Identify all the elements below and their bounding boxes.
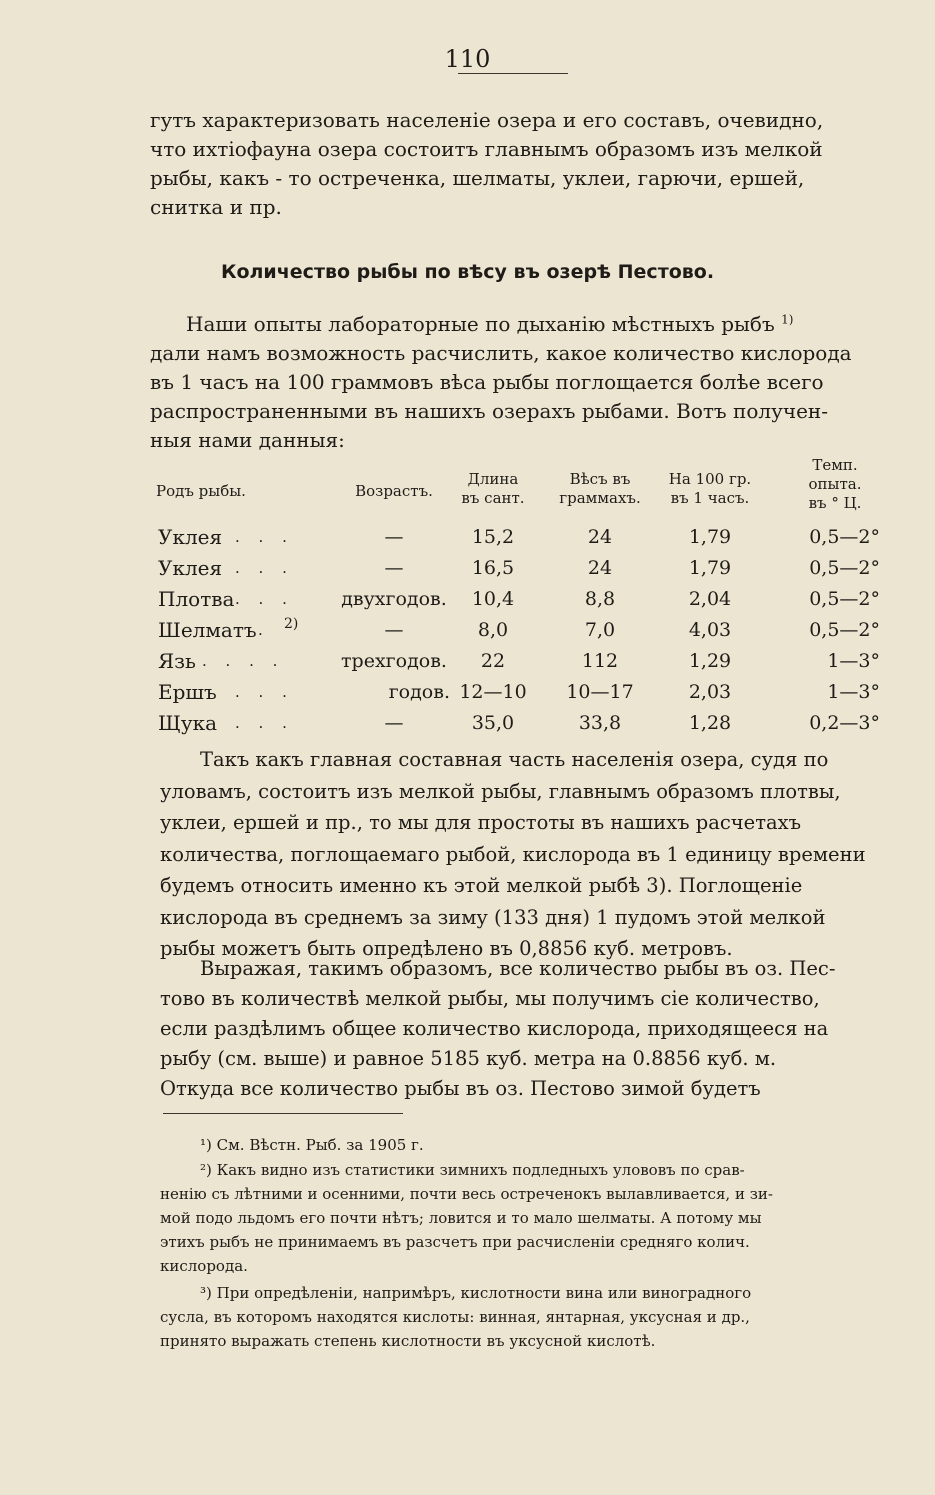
- table-row: Щука . . . — 35,0 33,8 1,28 0,2—3°: [158, 711, 880, 735]
- table-row: Шелматъ . 2) — 8,0 7,0 4,03 0,5—2°: [158, 616, 880, 642]
- analysis-paragraph: [160, 744, 880, 965]
- text-line: уловамъ, состоитъ изъ мелкой рыбы, главнымъ образомъ плотвы,: [160, 779, 841, 803]
- footnote-2: ²) Какъ видно изъ статистики зимнихъ подледныхъ улововъ по срав- ненію съ лѣтними и осенними, почти весь остреченокъ вылавливается, и зи- мой подо льдомъ его почти нѣтъ; ловится и то мало шелматы. А потому мы этихъ рыбъ не принимаемъ въ разсчетъ при расчисленіи средняго колич. кислорода.: [160, 1161, 773, 1275]
- table-row: Плотва . . . двухгодов. 10,4 8,8 2,04 0,5—2°: [158, 587, 880, 611]
- section-heading: Количество рыбы по вѣсу въ озерѣ Пестово.: [220, 261, 715, 283]
- text-line: количества, поглощаемаго рыбой, кислорода въ 1 единицу времени: [160, 842, 866, 866]
- footnote-1: ¹) См. Вѣстн. Рыб. за 1905 г.: [200, 1136, 424, 1154]
- methods-paragraph: [150, 310, 870, 455]
- text-line: снитка и пр.: [150, 195, 282, 219]
- text-line: рыбу (см. выше) и равное 5185 куб. метра на 0.8856 куб. м.: [160, 1047, 777, 1070]
- footnote-ref: 1): [781, 312, 794, 327]
- text-line: Выражая, такимъ образомъ, все количество рыбы въ оз. Пес-: [200, 957, 836, 980]
- page-number-rule: [458, 73, 568, 74]
- text-line: если раздѣлимъ общее количество кислорода, приходящееся на: [160, 1017, 829, 1040]
- conclusion-paragraph: [160, 954, 880, 1104]
- text-line: дали намъ возможность расчислить, какое количество кислорода: [150, 341, 852, 365]
- header-temperature: Темп. опыта. въ ° Ц.: [808, 456, 862, 512]
- text-line: рыбы, какъ - то остреченка, шелматы, уклеи, гарючи, ершей,: [150, 166, 805, 190]
- text-line: рыбы можетъ быть опредѣлено въ 0,8856 куб. метровъ.: [160, 937, 733, 960]
- text-line: гутъ характеризовать населеніе озера и его составъ, очевидно,: [150, 108, 824, 132]
- text-line: кислорода въ среднемъ за зиму (133 дня) 1 пудомъ этой мелкой: [160, 905, 826, 929]
- footnote-3: ³) При опредѣленіи, напримѣръ, кислотности вина или виноградного сусла, въ которомъ находятся кислоты: винная, янтарная, уксусная и др., принято выражать степень кислотности въ уксусной кислотѣ.: [160, 1284, 752, 1350]
- text-line: уклеи, ершей и пр., то мы для простоты въ нашихъ расчетахъ: [160, 811, 802, 834]
- header-age: Возрастъ.: [355, 482, 433, 500]
- text-line: ныя нами данныя:: [150, 428, 345, 452]
- text-line: тово въ количествѣ мелкой рыбы, мы получимъ сіе количество,: [160, 987, 820, 1010]
- text-line: распространенными въ нашихъ озерахъ рыбами. Вотъ получен-: [150, 399, 828, 423]
- table-row: Уклея . . . — 16,5 24 1,79 0,5—2°: [158, 556, 880, 580]
- header-fish: Родъ рыбы.: [156, 482, 246, 500]
- table-row: Уклея . . . — 15,2 24 1,79 0,5—2°: [158, 525, 880, 549]
- table-row: Ершъ . . . годов. 12—10 10—17 2,03 1—3°: [158, 680, 880, 704]
- header-length: Длина въ сант.: [461, 470, 525, 507]
- text-line: будемъ относить именно къ этой мелкой рыбѣ 3). Поглощеніе: [160, 874, 803, 897]
- footnote-rule: [163, 1113, 403, 1114]
- header-weight: Вѣсъ въ граммахъ.: [559, 470, 641, 507]
- text-line: Откуда все количество рыбы въ оз. Пестово зимой будетъ: [160, 1077, 761, 1100]
- text-line: Такъ какъ главная составная часть населенія озера, судя по: [200, 748, 829, 771]
- page-number: 110: [444, 45, 491, 73]
- text-line: въ 1 часъ на 100 граммовъ вѣса рыбы поглощается болѣе всего: [150, 370, 824, 394]
- fish-oxygen-table: [150, 456, 890, 736]
- intro-paragraph: [150, 106, 870, 222]
- text-line: Наши опыты лабораторные по дыханію мѣстныхъ рыбъ $^{1)}$: [186, 312, 794, 336]
- table-row: Язь . . . . трехгодов. 22 112 1,29 1—3°: [158, 649, 880, 673]
- text-line: что ихтіофауна озера состоитъ главнымъ образомъ изъ мелкой: [150, 137, 823, 161]
- header-per-hour: На 100 гр. въ 1 часъ.: [668, 470, 752, 507]
